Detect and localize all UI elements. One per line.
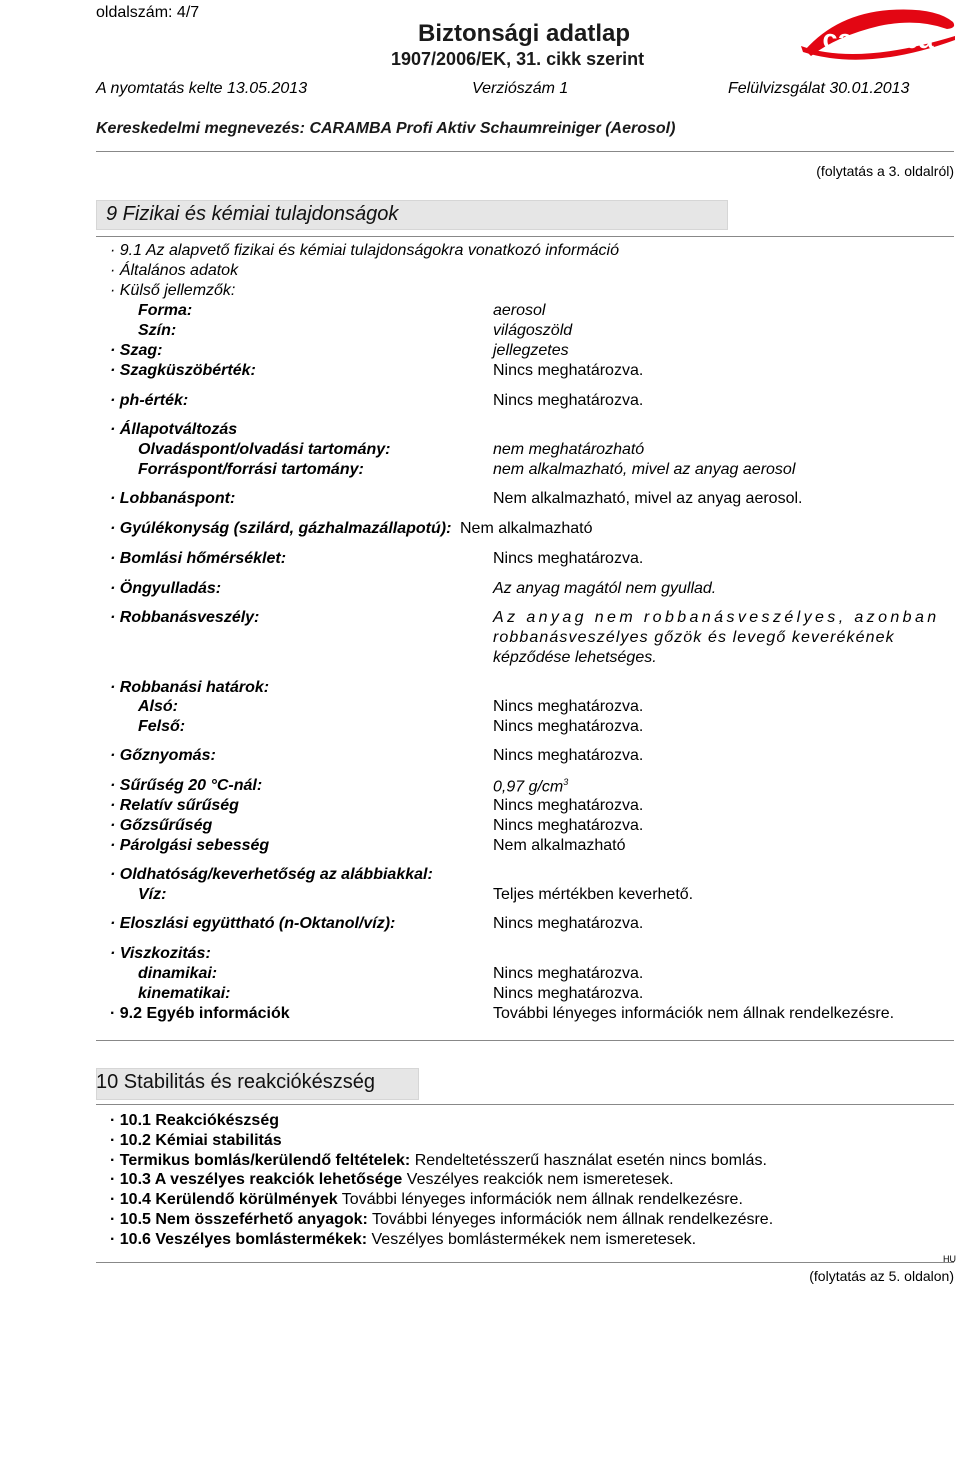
- odor-label: · Szag:: [110, 342, 163, 359]
- row-general: · Általános adatok: [110, 262, 239, 279]
- row-10-3-value: Veszélyes reakciók nem ismeretesek.: [406, 1171, 674, 1188]
- section-9-end-divider: [96, 1040, 954, 1041]
- upper-limit-label: Felső:: [138, 718, 186, 735]
- explosion-hazard-label: · Robbanásveszély:: [110, 609, 260, 626]
- row-10-3-label: · 10.3 A veszélyes reakciók lehetősége: [110, 1171, 403, 1188]
- document-subtitle: 1907/2006/EK, 31. cikk szerint: [391, 49, 645, 69]
- odor-value: jellegzetes: [493, 342, 569, 359]
- water-label: Víz:: [138, 886, 167, 903]
- partition-coefficient-value: Nincs meghatározva.: [493, 915, 644, 932]
- color-label: Szín:: [138, 322, 177, 339]
- flammability-label: · Gyúlékonyság (szilárd, gázhalmazállapotú):: [110, 520, 452, 537]
- relative-density-label: · Relatív sűrűség: [110, 797, 239, 814]
- odor-threshold-value: Nincs meghatározva.: [493, 362, 644, 379]
- evaporation-rate-label: · Párolgási sebesség: [110, 837, 270, 854]
- ph-value: Nincs meghatározva.: [493, 392, 644, 409]
- ph-label: · ph-érték:: [110, 392, 189, 409]
- page-number: oldalszám: 4/7: [96, 4, 200, 21]
- row-10-6-label: · 10.6 Veszélyes bomlástermékek:: [110, 1231, 368, 1248]
- row-10-5: [110, 1211, 773, 1229]
- trade-name: Kereskedelmi megnevezés: CARAMBA Profi Aktiv Schaumreiniger (Aerosol): [96, 120, 676, 137]
- flammability-value: Nem alkalmazható: [460, 520, 593, 537]
- dynamic-viscosity-value: Nincs meghatározva.: [493, 965, 644, 982]
- continuation-bottom: (folytatás az 5. oldalon): [809, 1268, 954, 1284]
- vapor-density-label: · Gőzsűrűség: [110, 817, 213, 834]
- flash-point-value: Nem alkalmazható, mivel az anyag aerosol.: [493, 490, 803, 507]
- boiling-value: nem alkalmazható, mivel az anyag aerosol: [493, 461, 796, 478]
- odor-threshold-label: · Szagküszöbérték:: [110, 362, 256, 379]
- explosion-limits-label: · Robbanási határok:: [110, 679, 270, 696]
- section-10-title: 10 Stabilitás és reakciókészség: [96, 1071, 376, 1093]
- density-label: · Sűrűség 20 °C-nál:: [110, 777, 263, 794]
- section-9-title: 9 Fizikai és kémiai tulajdonságok: [106, 203, 399, 225]
- row-10-4-label: · 10.4 Kerülendő körülmények: [110, 1191, 338, 1208]
- kinematic-viscosity-value: Nincs meghatározva.: [493, 985, 644, 1002]
- explosion-hazard-value-3: képződése lehetséges.: [493, 649, 657, 666]
- solubility-label: · Oldhatóság/keverhetőség az alábbiakkal:: [110, 866, 433, 883]
- header-divider: [96, 151, 954, 152]
- row-10-6-value: Veszélyes bomlástermékek nem ismeretesek.: [371, 1231, 697, 1248]
- lower-limit-label: Alsó:: [138, 698, 178, 715]
- thermal-label: · Termikus bomlás/kerülendő feltételek:: [110, 1152, 411, 1169]
- row-thermal: [110, 1152, 767, 1170]
- other-info-label: · 9.2 Egyéb információk: [110, 1005, 290, 1022]
- document-title: Biztonsági adatlap: [418, 20, 631, 47]
- section-9-divider: [96, 236, 954, 237]
- form-value: aerosol: [493, 302, 546, 319]
- density-value: [493, 777, 568, 796]
- relative-density-value: Nincs meghatározva.: [493, 797, 644, 814]
- color-value: világoszöld: [493, 322, 573, 339]
- state-change-label: · Állapotváltozás: [110, 421, 238, 438]
- decomposition-value: Nincs meghatározva.: [493, 550, 644, 567]
- viscosity-label: · Viszkozitás:: [110, 945, 211, 962]
- caramba-logo: [797, 6, 959, 68]
- print-date: A nyomtatás kelte 13.05.2013: [96, 80, 308, 97]
- melting-label: Olvadáspont/olvadási tartomány:: [138, 441, 391, 458]
- decomposition-label: · Bomlási hőmérséklet:: [110, 550, 287, 567]
- other-info-value: További lényeges információk nem állnak rendelkezésre.: [493, 1005, 895, 1022]
- kinematic-viscosity-label: kinematikai:: [138, 985, 231, 1002]
- water-value: Teljes mértékben keverhető.: [493, 886, 694, 903]
- row-9-1: · 9.1 Az alapvető fizikai és kémiai tulajdonságokra vonatkozó információ: [110, 242, 619, 259]
- density-number: 0,97 g/cm: [493, 778, 564, 796]
- explosion-hazard-value-1: Az anyag nem robbanásveszélyes, azonban: [493, 609, 940, 626]
- section-10-divider: [96, 1104, 954, 1105]
- version-number: Verziószám 1: [472, 80, 569, 97]
- row-10-1: · 10.1 Reakciókészség: [110, 1112, 279, 1129]
- evaporation-rate-value: Nem alkalmazható: [493, 837, 626, 854]
- autoignition-label: · Öngyulladás:: [110, 580, 222, 597]
- row-10-5-label: · 10.5 Nem összeférhető anyagok:: [110, 1211, 368, 1228]
- form-label: Forma:: [138, 302, 193, 319]
- density-unit-exponent: 3: [563, 777, 569, 787]
- partition-coefficient-label: · Eloszlási együttható (n-Oktanol/víz):: [110, 915, 396, 932]
- upper-limit-value: Nincs meghatározva.: [493, 718, 644, 735]
- boiling-label: Forráspont/forrási tartomány:: [138, 461, 364, 478]
- vapor-pressure-value: Nincs meghatározva.: [493, 747, 644, 764]
- explosion-hazard-value-2: robbanásveszélyes gőzök és levegő keverékének: [493, 629, 895, 646]
- row-10-3: [110, 1171, 674, 1189]
- row-10-2: · 10.2 Kémiai stabilitás: [110, 1132, 282, 1149]
- vapor-density-value: Nincs meghatározva.: [493, 817, 644, 834]
- dynamic-viscosity-label: dinamikai:: [138, 965, 218, 982]
- autoignition-value: Az anyag magától nem gyullad.: [493, 580, 717, 597]
- vapor-pressure-label: · Gőznyomás:: [110, 747, 216, 764]
- lower-limit-value: Nincs meghatározva.: [493, 698, 644, 715]
- footer-divider: [96, 1262, 954, 1263]
- melting-value: nem meghatározható: [493, 441, 645, 458]
- row-appearance: · Külső jellemzők:: [110, 282, 236, 299]
- language-code: HU: [943, 1254, 956, 1264]
- revision-date: Felülvizsgálat 30.01.2013: [728, 80, 910, 97]
- row-10-5-value: További lényeges információk nem állnak rendelkezésre.: [372, 1211, 774, 1228]
- row-10-6: [110, 1231, 696, 1249]
- row-10-4-value: További lényeges információk nem állnak rendelkezésre.: [341, 1191, 743, 1208]
- continuation-top: (folytatás a 3. oldalról): [816, 163, 954, 179]
- thermal-value: Rendeltetésszerű használat esetén nincs bomlás.: [414, 1152, 767, 1169]
- row-10-4: [110, 1191, 743, 1209]
- brand-wordmark: caramba: [822, 24, 934, 54]
- flash-point-label: · Lobbanáspont:: [110, 490, 236, 507]
